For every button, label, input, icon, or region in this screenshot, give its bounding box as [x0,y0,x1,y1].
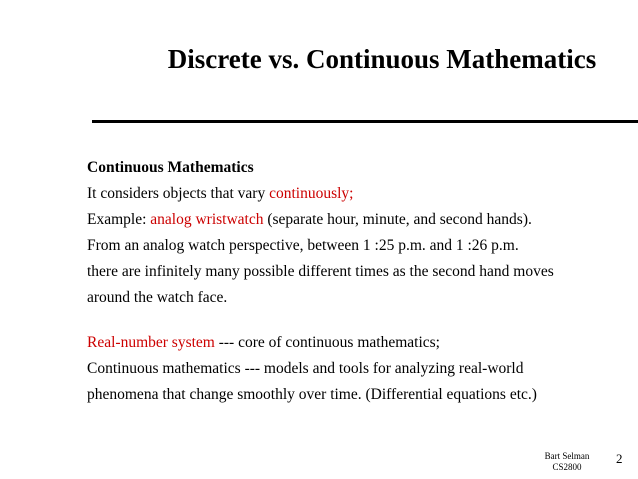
real-number-text: --- core of continuous mathematics; [214,334,440,351]
section-heading: Continuous Mathematics [87,159,254,176]
infinite-times-line: there are infinitely many possible different times as the second hand moves [87,263,554,280]
continuous-models-line: Continuous mathematics --- models and tools for analyzing real-world [87,360,524,377]
real-number-line [87,330,632,356]
example-line [87,207,632,233]
author-name: Bart Selman [544,451,590,461]
perspective-line: From an analog watch perspective, between 1 :25 p.m. and 1 :26 p.m. [87,237,519,254]
slide-body [87,155,632,408]
example-highlight: analog wristwatch [150,211,264,228]
definition-text: It considers objects that vary [87,185,270,202]
slide-title: Discrete vs. Continuous Mathematics [167,44,597,74]
paragraph-gap [87,311,632,330]
course-code: CS2800 [552,462,582,472]
real-number-highlight: Real-number system [87,334,215,351]
title-divider [92,120,638,123]
definition-line [87,181,632,207]
watch-face-line: around the watch face. [87,289,228,306]
example-label: Example: [87,211,151,228]
phenomena-line: phenomena that change smoothly over time. (Differential equations etc.) [87,386,537,403]
footer-author [535,451,599,473]
page-number: 2 [616,451,623,466]
definition-highlight: continuously; [269,185,354,202]
example-text: (separate hour, minute, and second hands). [263,211,532,228]
